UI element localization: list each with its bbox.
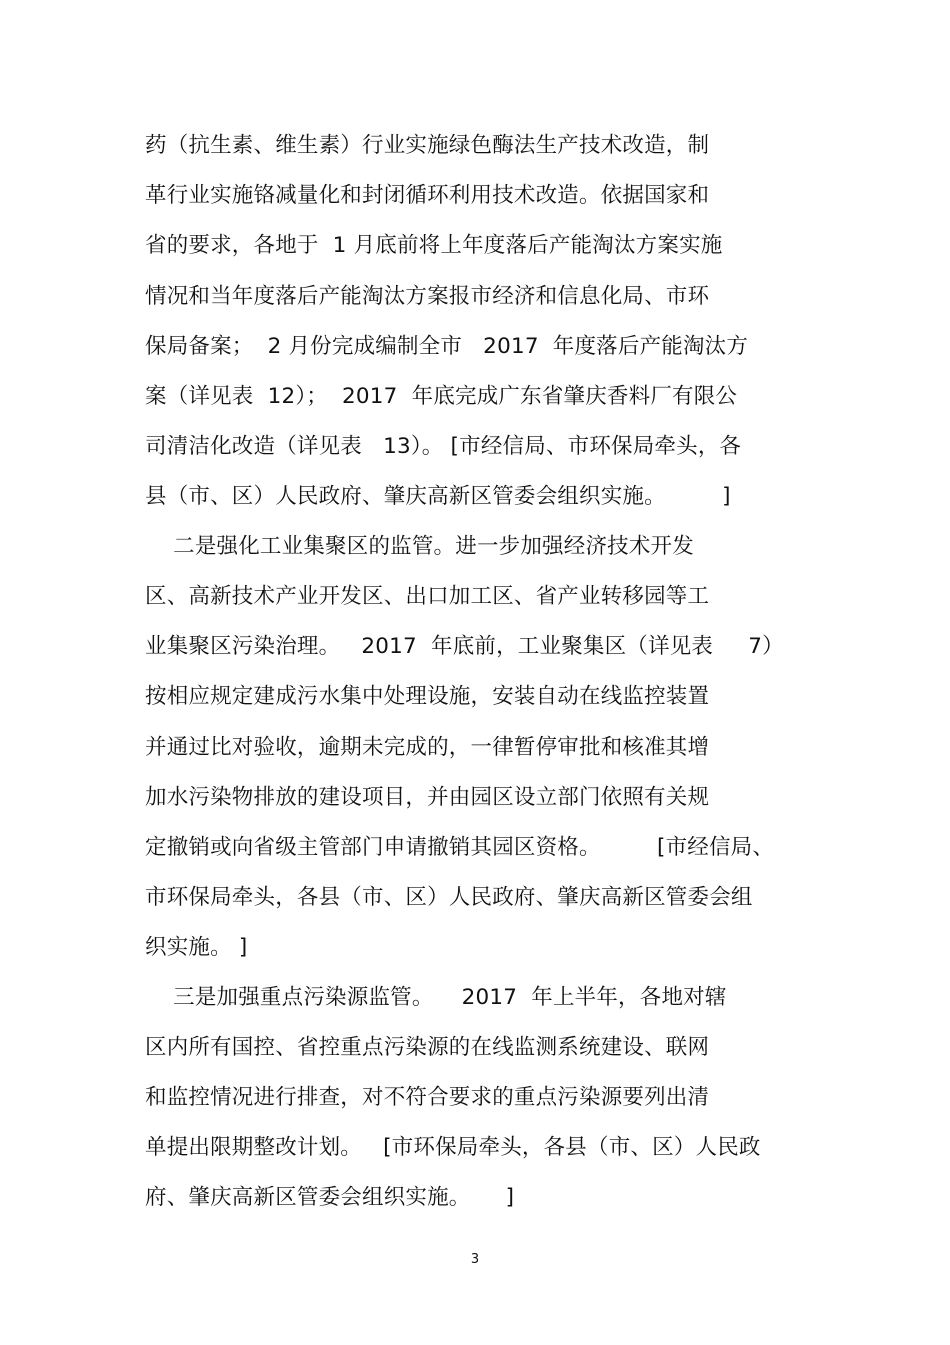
- text-line: 保局备案； 2 月份完成编制全市 2017 年度落后产能淘汰方: [145, 334, 749, 359]
- text-line: 织实施。 ]: [145, 935, 248, 960]
- text-line: 三是加强重点污染源监管。 2017 年上半年，各地对辖: [145, 985, 727, 1010]
- text-line: 药（抗生素、维生素）行业实施绿色酶法生产技术改造，制: [145, 133, 710, 158]
- text-line: 府、肇庆高新区管委会组织实施。 ]: [145, 1185, 515, 1210]
- text-line: 区内所有国控、省控重点污染源的在线监测系统建设、联网: [145, 1035, 710, 1060]
- text-line: 革行业实施铬减量化和封闭循环利用技术改造。依据国家和: [145, 183, 710, 208]
- text-line: 县（市、区）人民政府、肇庆高新区管委会组织实施。 ]: [145, 484, 731, 509]
- text-line: 按相应规定建成污水集中处理设施，安装自动在线监控装置: [145, 684, 710, 709]
- text-line: 市环保局牵头，各县（市、区）人民政府、肇庆高新区管委会组: [145, 885, 753, 910]
- text-line: 加水污染物排放的建设项目，并由园区设立部门依照有关规: [145, 785, 710, 810]
- text-line: 案（详见表 12）； 2017 年底完成广东省肇庆香料厂有限公: [145, 384, 738, 409]
- text-line: 司清洁化改造（详见表 13）。 [市经信局、市环保局牵头，各: [145, 434, 742, 459]
- text-line: 区、高新技术产业开发区、出口加工区、省产业转移园等工: [145, 584, 710, 609]
- text-line: 二是强化工业集聚区的监管。进一步加强经济技术开发: [145, 534, 694, 559]
- page-number: 3: [470, 1252, 480, 1267]
- text-line: 省的要求，各地于 1 月底前将上年度落后产能淘汰方案实施: [145, 233, 723, 258]
- text-line: 情况和当年度落后产能淘汰方案报市经济和信息化局、市环: [145, 284, 710, 309]
- text-line: 定撤销或向省级主管部门申请撤销其园区资格。 [市经信局、: [145, 835, 775, 860]
- text-line: 单提出限期整改计划。 [市环保局牵头，各县（市、区）人民政: [145, 1135, 761, 1160]
- text-line: 业集聚区污染治理。 2017 年底前，工业聚集区（详见表 7）: [145, 634, 784, 659]
- text-line: 和监控情况进行排查，对不符合要求的重点污染源要列出清: [145, 1085, 710, 1110]
- text-line: 并通过比对验收，逾期未完成的，一律暂停审批和核准其增: [145, 735, 710, 760]
